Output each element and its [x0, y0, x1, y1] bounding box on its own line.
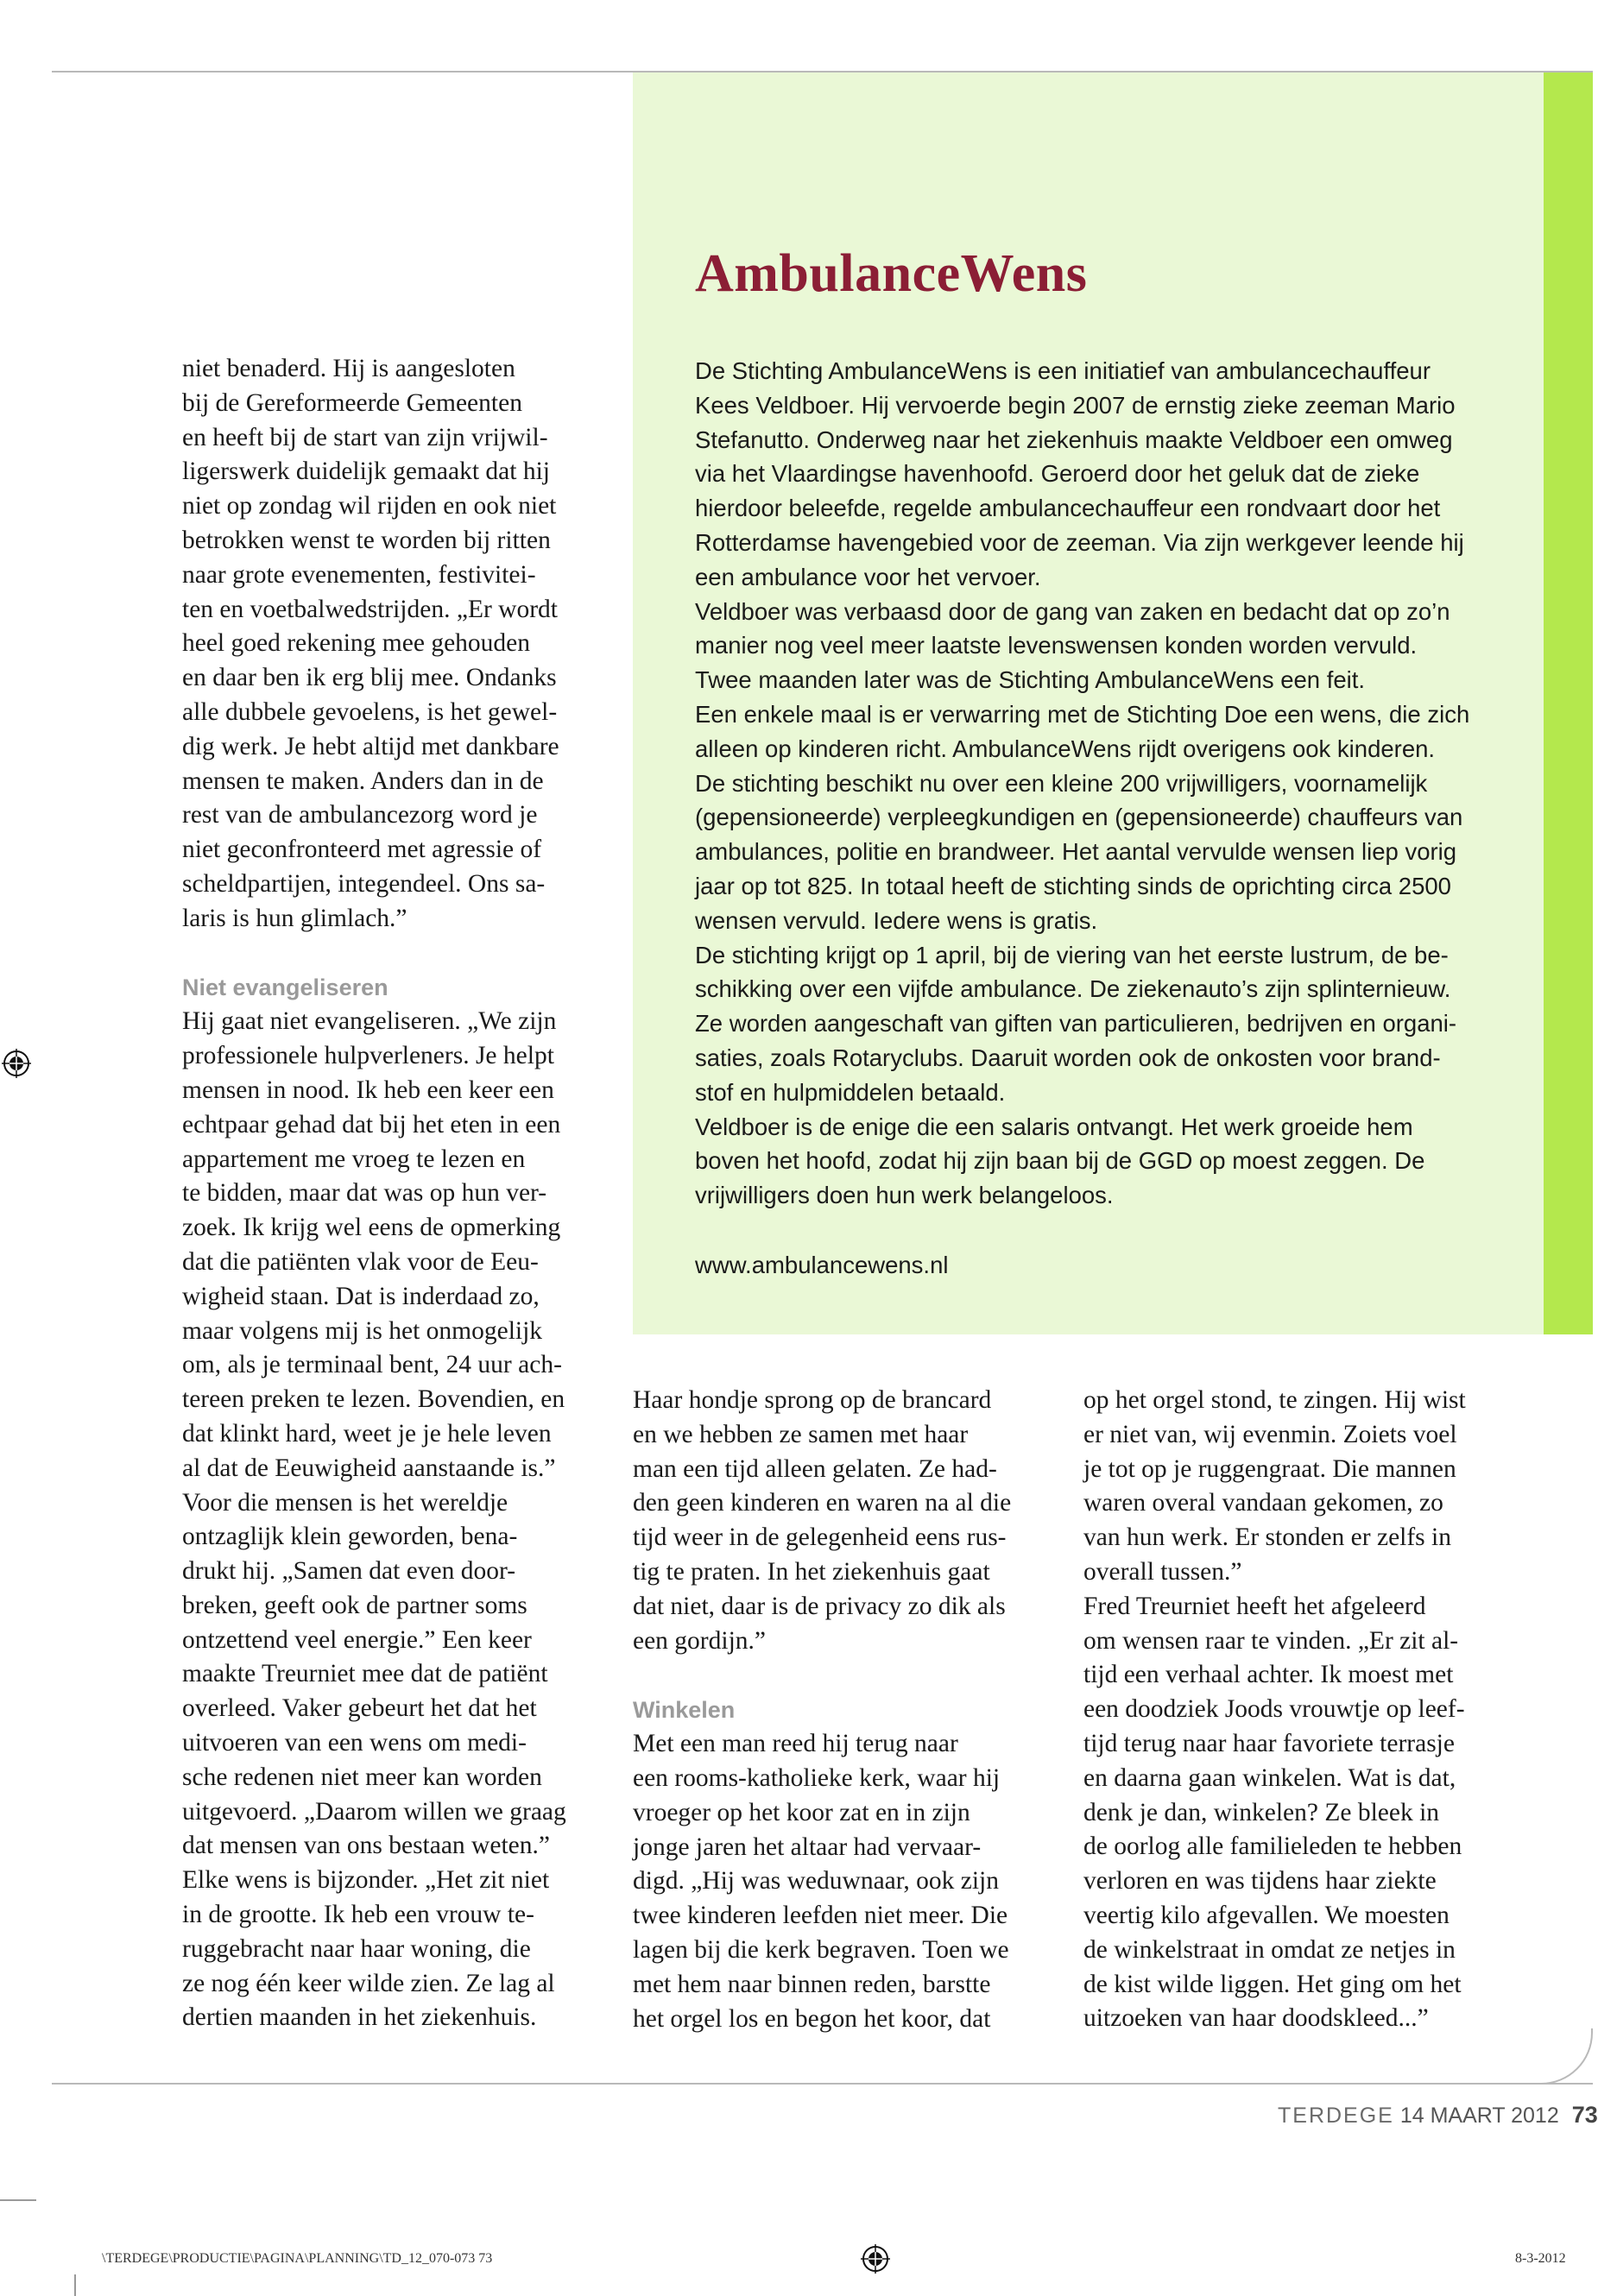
- sidebar-line: De stichting beschikt nu over een kleine 200 vrijwilligers, voornamelijk: [695, 769, 1428, 797]
- sidebar-line: Twee maanden later was de Stichting AmbulanceWens een feit.: [695, 666, 1366, 694]
- column-3-line: de kist wilde liggen. Het ging om het: [1083, 1970, 1462, 1998]
- column-1-line: te bidden, maar dat was op hun ver-: [182, 1179, 547, 1208]
- bottom-rule: [52, 2083, 1593, 2085]
- slug-date: 8-3-2012: [1515, 2251, 1566, 2266]
- column-1-line: Voor die mensen is het wereldje: [182, 1488, 508, 1517]
- column-1-line: en heeft bij de start van zijn vrijwil-: [182, 423, 548, 451]
- column-3-line: een doodziek Joods vrouwtje op leef-: [1083, 1695, 1465, 1724]
- registration-mark-icon: [861, 2244, 890, 2274]
- column-2-line: met hem naar binnen reden, barstte: [633, 1970, 991, 1998]
- sidebar-line: alleen op kinderen richt. AmbulanceWens rijdt overigens ook kinderen.: [695, 735, 1436, 762]
- sidebar-line: (gepensioneerde) verpleegkundigen en (gepensioneerde) chauffeurs van: [695, 804, 1463, 831]
- column-1-line: al dat de Eeuwigheid aanstaande is.”: [182, 1454, 556, 1482]
- sidebar-line: vrijwilligers doen hun werk belangeloos.: [695, 1182, 1114, 1209]
- column-3-line: Fred Treurniet heeft het afgeleerd: [1083, 1592, 1426, 1620]
- footer-magazine: TERDEGE: [1278, 2104, 1394, 2128]
- sidebar-line: een ambulance voor het vervoer.: [695, 563, 1041, 590]
- column-1-line: dig werk. Je hebt altijd met dankbare: [182, 732, 559, 760]
- sidebar-line: schikking over een vijfde ambulance. De ziekenauto’s zijn splinternieuw.: [695, 975, 1451, 1003]
- column-2-line: het orgel los en begon het koor, dat: [633, 2004, 991, 2033]
- column-1-line: drukt hij. „Samen dat even door-: [182, 1557, 516, 1586]
- column-3-line: tijd een verhaal achter. Ik moest met: [1083, 1661, 1454, 1689]
- sidebar-line: via het Vlaardingse havenhoofd. Geroerd door het geluk dat de zieke: [695, 460, 1420, 488]
- paragraph-spacer: [182, 937, 614, 971]
- column-1-line: dertien maanden in het ziekenhuis.: [182, 2003, 537, 2032]
- column-2-line: Met een man reed hij terug naar: [633, 1730, 958, 1758]
- column-1-line: ruggebracht naar haar woning, die: [182, 1934, 531, 1963]
- column-1-line: overleed. Vaker gebeurt het dat het: [182, 1694, 537, 1723]
- column-1-line: sche redenen niet meer kan worden: [182, 1763, 542, 1791]
- sidebar-accent-bar: [1544, 73, 1593, 1334]
- sidebar-line: Een enkele maal is er verwarring met de Stichting Doe een wens, die zich: [695, 700, 1470, 728]
- slug-bar: [74, 2274, 76, 2296]
- column-2-line: vroeger op het koor zat en in zijn: [633, 1798, 970, 1826]
- sidebar-url-link[interactable]: www.ambulancewens.nl: [695, 1252, 949, 1278]
- sidebar-line: jaar op tot 825. In totaal heeft de stichting sinds de oprichting circa 2500: [695, 872, 1451, 899]
- article-column-3: [1083, 1384, 1532, 2036]
- column-1-line: scheldpartijen, integendeel. Ons sa-: [182, 869, 546, 898]
- column-2-line: den geen kinderen en waren na al die: [633, 1489, 1012, 1517]
- bottom-corner-rule: [1532, 2028, 1593, 2085]
- column-1-line: professionele hulpverleners. Je helpt: [182, 1042, 554, 1070]
- column-3-line: en daarna gaan winkelen. Wat is dat,: [1083, 1763, 1456, 1792]
- sidebar-line: hierdoor beleefde, regelde ambulancechauffeur een rondvaart door het: [695, 495, 1441, 522]
- column-3-line: de winkelstraat in omdat ze netjes in: [1083, 1935, 1456, 1964]
- column-1-line: om, als je terminaal bent, 24 uur ach-: [182, 1351, 562, 1379]
- column-3-line: overall tussen.”: [1083, 1557, 1242, 1586]
- column-1-line: ontzettend veel energie.” Een keer: [182, 1625, 532, 1654]
- column-1-line: maar volgens mij is het onmogelijk: [182, 1316, 543, 1345]
- column-1-line: ontzaglijk klein geworden, bena-: [182, 1523, 518, 1551]
- column-2-line: Haar hondje sprong op de brancard: [633, 1386, 992, 1414]
- sidebar-body: [695, 354, 1524, 1213]
- column-1-line: mensen te maken. Anders dan in de: [182, 766, 544, 795]
- column-1-line: in de grootte. Ik heb een vrouw te-: [182, 1901, 534, 1929]
- column-3-line: verloren en was tijdens haar ziekte: [1083, 1867, 1437, 1895]
- column-3-line: de oorlog alle familieleden te hebben: [1083, 1832, 1462, 1861]
- column-2-line: twee kinderen leefden niet meer. Die: [633, 1902, 1008, 1930]
- column-1-line: tereen preken te lezen. Bovendien, en: [182, 1385, 565, 1414]
- column-3-line: om wensen raar te vinden. „Er zit al-: [1083, 1626, 1459, 1655]
- column-2-line: en we hebben ze samen met haar: [633, 1420, 969, 1448]
- column-1-line: mensen in nood. Ik heb een keer een: [182, 1075, 554, 1104]
- column-2-line: een gordijn.”: [633, 1626, 766, 1655]
- sidebar-line: wensen vervuld. Iedere wens is gratis.: [695, 906, 1098, 934]
- sidebar-line: Veldboer was verbaasd door de gang van zaken en bedacht dat op zo’n: [695, 597, 1450, 625]
- column-2-line: lagen bij die kerk begraven. Toen we: [633, 1935, 1009, 1964]
- column-3-line: er niet van, wij evenmin. Zoiets voel: [1083, 1420, 1457, 1448]
- sidebar-line: manier nog veel meer laatste levenswensen konden worden vervuld.: [695, 632, 1418, 659]
- column-1-line: maakte Treurniet mee dat de patiënt: [182, 1660, 548, 1688]
- sidebar-line: saties, zoals Rotaryclubs. Daaruit worden ook de onkosten voor brand-: [695, 1044, 1441, 1071]
- column-1-line: Hij gaat niet evangeliseren. „We zijn: [182, 1007, 557, 1036]
- slug-file-path: \TERDEGE\PRODUCTIE\PAGINA\PLANNING\TD_12_070-073 73: [102, 2251, 493, 2266]
- column-3-line: op het orgel stond, te zingen. Hij wist: [1083, 1386, 1466, 1414]
- registration-mark-icon: [2, 1049, 31, 1078]
- page-footer: [1278, 2099, 1598, 2131]
- page-number: 73: [1571, 2102, 1598, 2128]
- sidebar-line: boven het hoofd, zodat hij zijn baan bij de GGD op moest zeggen. De: [695, 1147, 1425, 1175]
- sidebar-line: Rotterdamse havengebied voor de zeeman. Via zijn werkgever leende hij: [695, 528, 1464, 556]
- column-2-line: dat niet, daar is de privacy zo dik als: [633, 1592, 1006, 1620]
- column-3-line: denk je dan, winkelen? Ze bleek in: [1083, 1798, 1440, 1826]
- paragraph-spacer: [633, 1658, 1064, 1693]
- column-1-line: laris is hun glimlach.”: [182, 904, 407, 932]
- subhead-niet-evangeliseren: Niet evangeliseren: [182, 975, 388, 1001]
- column-1-line: ze nog één keer wilde zien. Ze lag al: [182, 1969, 555, 1997]
- column-1-line: niet benaderd. Hij is aangesloten: [182, 355, 515, 382]
- column-1-line: bij de Gereformeerde Gemeenten: [182, 388, 522, 417]
- sidebar-line: stof en hulpmiddelen betaald.: [695, 1078, 1006, 1106]
- column-1-line: heel goed rekening mee gehouden: [182, 629, 531, 658]
- column-1-line: alle dubbele gevoelens, is het gewel-: [182, 697, 558, 726]
- article-column-2: [633, 1384, 1064, 2036]
- column-1-line: Elke wens is bijzonder. „Het zit niet: [182, 1866, 550, 1895]
- article-column-1: [182, 352, 614, 2035]
- column-1-line: niet op zondag wil rijden en ook niet: [182, 492, 557, 520]
- column-1-line: wigheid staan. Dat is inderdaad zo,: [182, 1282, 540, 1310]
- column-1-line: rest van de ambulancezorg word je: [182, 801, 538, 829]
- column-3-line: veertig kilo afgevallen. We moesten: [1083, 1901, 1450, 1929]
- column-1-line: betrokken wenst te worden bij ritten: [182, 526, 551, 554]
- column-2-line: digd. „Hij was weduwnaar, ook zijn: [633, 1867, 1000, 1895]
- column-3-line: waren overal vandaan gekomen, zo: [1083, 1489, 1443, 1517]
- sidebar-line: De Stichting AmbulanceWens is een initiatief van ambulancechauffeur: [695, 357, 1431, 384]
- column-2-line: een rooms-katholieke kerk, waar hij: [633, 1763, 1001, 1792]
- sidebar-line: Veldboer is de enige die een salaris ontvangt. Het werk groeide hem: [695, 1113, 1413, 1140]
- sidebar-line: ambulances, politie en brandweer. Het aantal vervulde wensen liep vorig: [695, 838, 1457, 866]
- column-2-line: tijd weer in de gelegenheid eens rus-: [633, 1523, 1007, 1552]
- sidebar-line: Kees Veldboer. Hij vervoerde begin 2007 de ernstig zieke zeeman Mario: [695, 391, 1456, 419]
- column-1-line: breken, geeft ook de partner soms: [182, 1591, 527, 1619]
- crop-mark: [0, 2199, 36, 2201]
- column-1-line: echtpaar gehad dat bij het eten in een: [182, 1110, 561, 1139]
- sidebar-line: Stefanutto. Onderweg naar het ziekenhuis maakte Veldboer een omweg: [695, 426, 1453, 453]
- column-1-line: ten en voetbalwedstrijden. „Er wordt: [182, 595, 558, 623]
- column-1-line: niet geconfronteerd met agressie of: [182, 836, 542, 864]
- subhead-winkelen: Winkelen: [633, 1697, 736, 1724]
- column-1-line: zoek. Ik krijg wel eens de opmerking: [182, 1214, 561, 1242]
- column-1-line: naar grote evenementen, festivitei-: [182, 560, 536, 589]
- sidebar-line: De stichting krijgt op 1 april, bij de viering van het eerste lustrum, de be-: [695, 941, 1449, 968]
- column-1-line: ligerswerk duidelijk gemaakt dat hij: [182, 457, 550, 486]
- column-3-line: tijd terug naar haar favoriete terrasje: [1083, 1729, 1455, 1757]
- column-1-line: dat mensen van ons bestaan weten.”: [182, 1832, 550, 1860]
- column-1-line: uitvoeren van een wens om medi-: [182, 1729, 527, 1757]
- column-1-line: dat klinkt hard, weet je je hele leven: [182, 1419, 552, 1448]
- column-2-line: man een tijd alleen gelaten. Ze had-: [633, 1454, 997, 1483]
- footer-date: 14 MAART 2012: [1399, 2104, 1559, 2128]
- column-1-line: uitgevoerd. „Daarom willen we graag: [182, 1797, 566, 1826]
- column-3-line: je tot op je ruggengraat. Die mannen: [1083, 1454, 1456, 1483]
- column-1-line: appartement me vroeg te lezen en: [182, 1145, 526, 1173]
- sidebar-title: AmbulanceWens: [695, 244, 1088, 303]
- column-1-line: dat die patiënten vlak voor de Eeu-: [182, 1247, 539, 1276]
- column-2-line: jonge jaren het altaar had vervaar-: [633, 1832, 982, 1861]
- column-3-line: uitzoeken van haar doodskleed...”: [1083, 2004, 1429, 2033]
- sidebar-line: Ze worden aangeschaft van giften van particulieren, bedrijven en organi-: [695, 1010, 1457, 1038]
- column-3-line: van hun werk. Er stonden er zelfs in: [1083, 1523, 1451, 1552]
- column-1-line: en daar ben ik erg blij mee. Ondanks: [182, 664, 557, 692]
- column-2-line: tig te praten. In het ziekenhuis gaat: [633, 1557, 990, 1586]
